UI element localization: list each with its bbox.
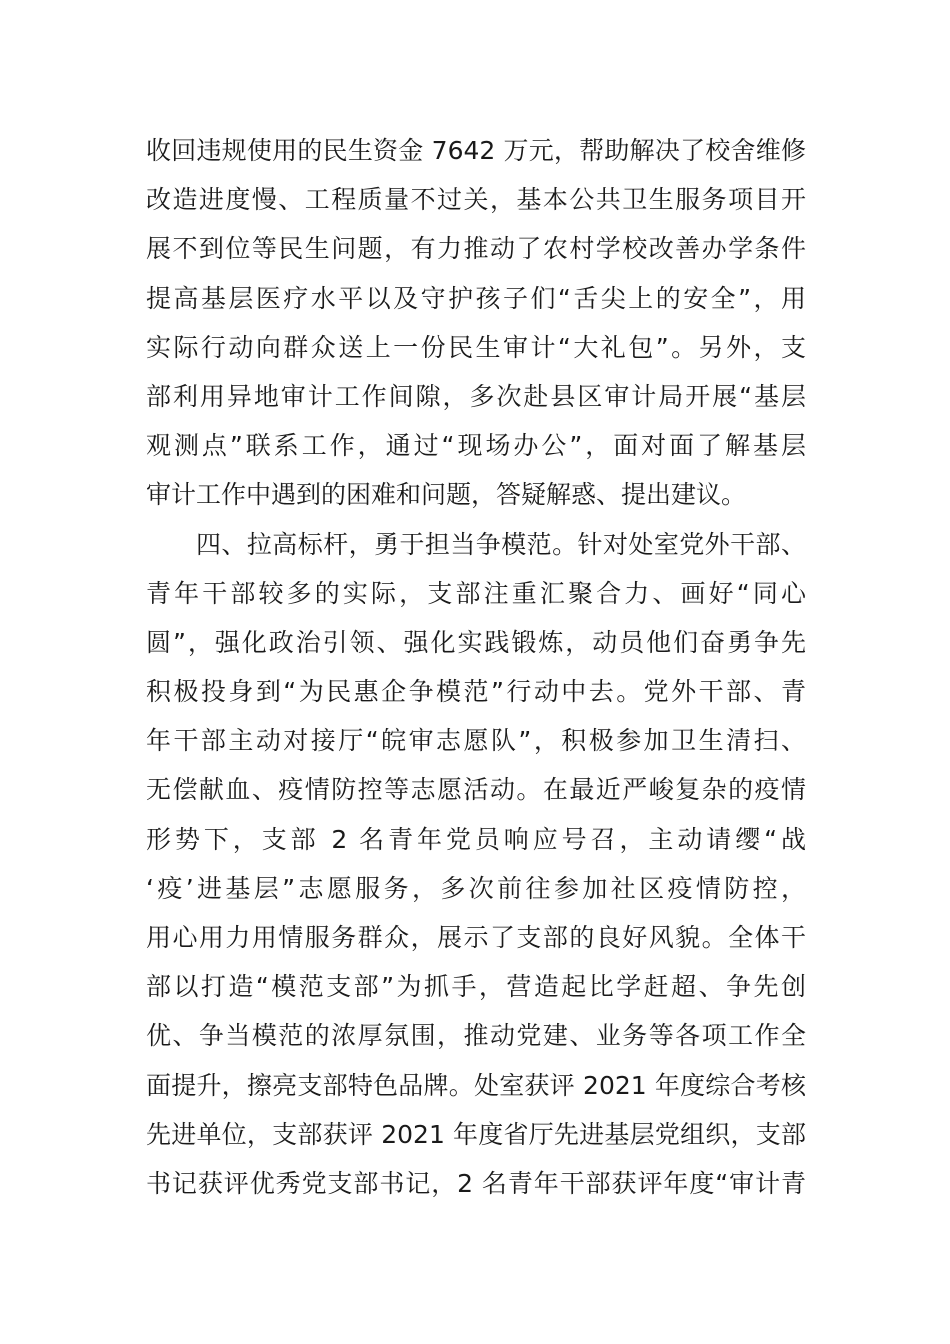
text-line: ‘疫’进基层”志愿服务，多次前往参加社区疫情防控， (146, 873, 806, 903)
text-line: 改造进度慢、工程质量不过关，基本公共卫生服务项目开 (146, 185, 806, 215)
document-body-text (146, 126, 806, 1208)
text-line: 审计工作中遇到的困难和问题，答疑解惑、提出建议。 (146, 480, 747, 510)
text-line: 先进单位，支部获评 2021 年度省厅先进基层党组织，支部 (146, 1119, 806, 1149)
text-line: 提高基层医疗水平以及守护孩子们“舌尖上的安全”，用 (146, 283, 806, 313)
text-line: 积极投身到“为民惠企争模范”行动中去。党外干部、青 (146, 677, 806, 707)
text-line: 面提升，擦亮支部特色品牌。处室获评 2021 年度综合考核 (146, 1070, 806, 1100)
paragraph-start-line: 四、拉高标杆，勇于担当争模范。针对处室党外干部、 (196, 529, 806, 559)
text-line: 观测点”联系工作，通过“现场办公”，面对面了解基层 (146, 431, 806, 461)
text-line: 用心用力用情服务群众，展示了支部的良好风貌。全体干 (146, 923, 806, 952)
text-line: 青年干部较多的实际，支部注重汇聚合力、画好“同心 (146, 578, 806, 608)
text-line: 部以打造“模范支部”为抓手，营造起比学赶超、争先创 (146, 972, 806, 1002)
text-line: 形势下，支部 2 名青年党员响应号召，主动请缨“战 (146, 824, 806, 854)
text-line: 无偿献血、疫情防控等志愿活动。在最近严峻复杂的疫情 (146, 775, 806, 805)
text-line: 优、争当模范的浓厚氛围，推动党建、业务等各项工作全 (146, 1021, 806, 1051)
text-line: 书记获评优秀党支部书记，2 名青年干部获评年度“审计青 (146, 1168, 806, 1198)
text-line: 年干部主动对接厅“皖审志愿队”，积极参加卫生清扫、 (146, 726, 806, 756)
text-line: 圆”，强化政治引领、强化实践锻炼，动员他们奋勇争先 (146, 627, 806, 657)
text-line: 展不到位等民生问题，有力推动了农村学校改善办学条件 (146, 234, 806, 264)
text-line: 收回违规使用的民生资金 7642 万元，帮助解决了校舍维修 (146, 136, 806, 165)
text-line: 实际行动向群众送上一份民生审计“大礼包”。另外，支 (146, 332, 806, 362)
text-line: 部利用异地审计工作间隙，多次赴县区审计局开展“基层 (146, 381, 806, 411)
